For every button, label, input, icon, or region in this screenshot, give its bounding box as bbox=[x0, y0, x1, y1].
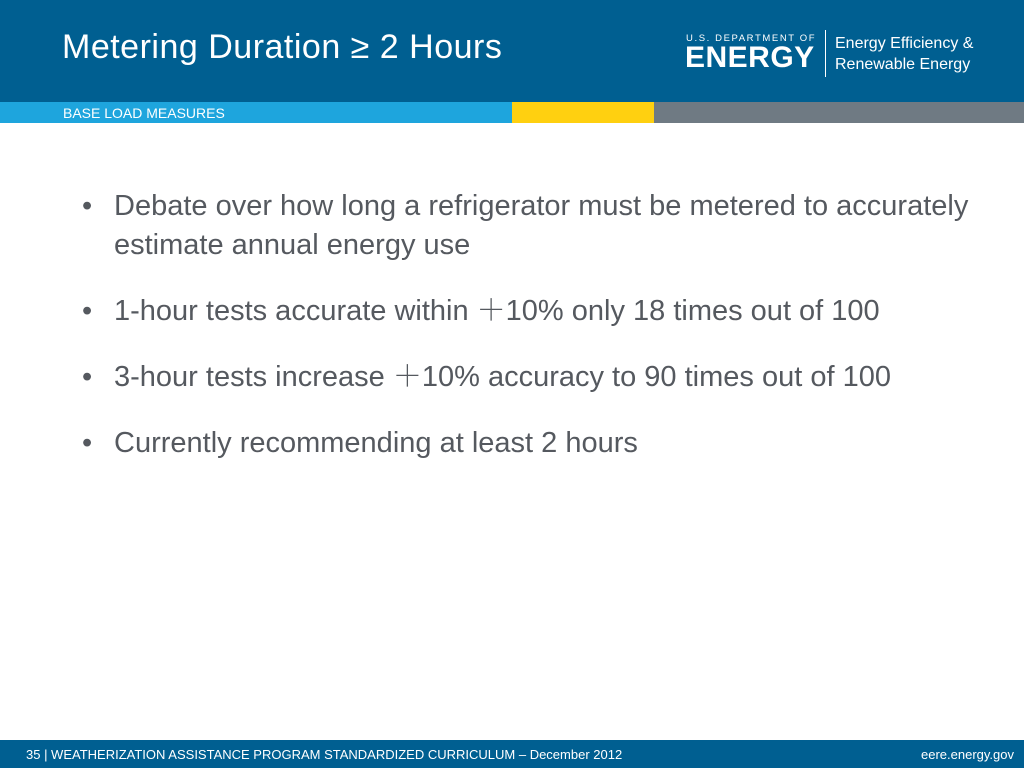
doe-logo-department-text: U.S. DEPARTMENT OF bbox=[686, 33, 817, 44]
bullet-list bbox=[80, 187, 980, 490]
footer-slide-info: 35 | WEATHERIZATION ASSISTANCE PROGRAM STANDARDIZED CURRICULUM – December 2012 bbox=[26, 747, 623, 762]
bullet-item bbox=[80, 358, 980, 397]
bullet-item bbox=[80, 424, 980, 463]
bullet-text: 1-hour tests accurate within ＋10% only 18 times out of 100 bbox=[114, 295, 880, 327]
band-blue-segment bbox=[0, 102, 512, 123]
bullet-marker: • bbox=[82, 361, 93, 393]
slide-title: Metering Duration ≥ 2 Hours bbox=[62, 28, 503, 66]
footer-website: eere.energy.gov bbox=[921, 747, 1014, 762]
band-gray-segment bbox=[654, 102, 1024, 123]
bullet-item bbox=[80, 187, 980, 265]
bullet-marker: • bbox=[82, 427, 93, 459]
section-label: BASE LOAD MEASURES bbox=[63, 105, 225, 121]
section-color-band bbox=[0, 102, 1024, 123]
bullet-text: Debate over how long a refrigerator must be metered to accurately estimate annual energy use bbox=[114, 190, 969, 261]
footer-bar bbox=[0, 740, 1024, 768]
eere-logo-line-1: Energy Efficiency & bbox=[835, 35, 974, 52]
eere-logo-line-2: Renewable Energy bbox=[835, 56, 971, 73]
doe-logo bbox=[686, 33, 820, 77]
bullet-text: 3-hour tests increase ＋10% accuracy to 90 times out of 100 bbox=[114, 361, 891, 393]
doe-logo-energy-text: ENERGY bbox=[685, 41, 815, 74]
bullet-marker: • bbox=[82, 295, 93, 327]
eere-logo bbox=[835, 33, 973, 75]
logo-divider bbox=[825, 30, 826, 77]
bullet-text: Currently recommending at least 2 hours bbox=[114, 427, 638, 459]
bullet-item bbox=[80, 292, 980, 331]
band-yellow-segment bbox=[512, 102, 654, 123]
bullet-marker: • bbox=[82, 190, 93, 222]
header-bar bbox=[0, 0, 1024, 102]
